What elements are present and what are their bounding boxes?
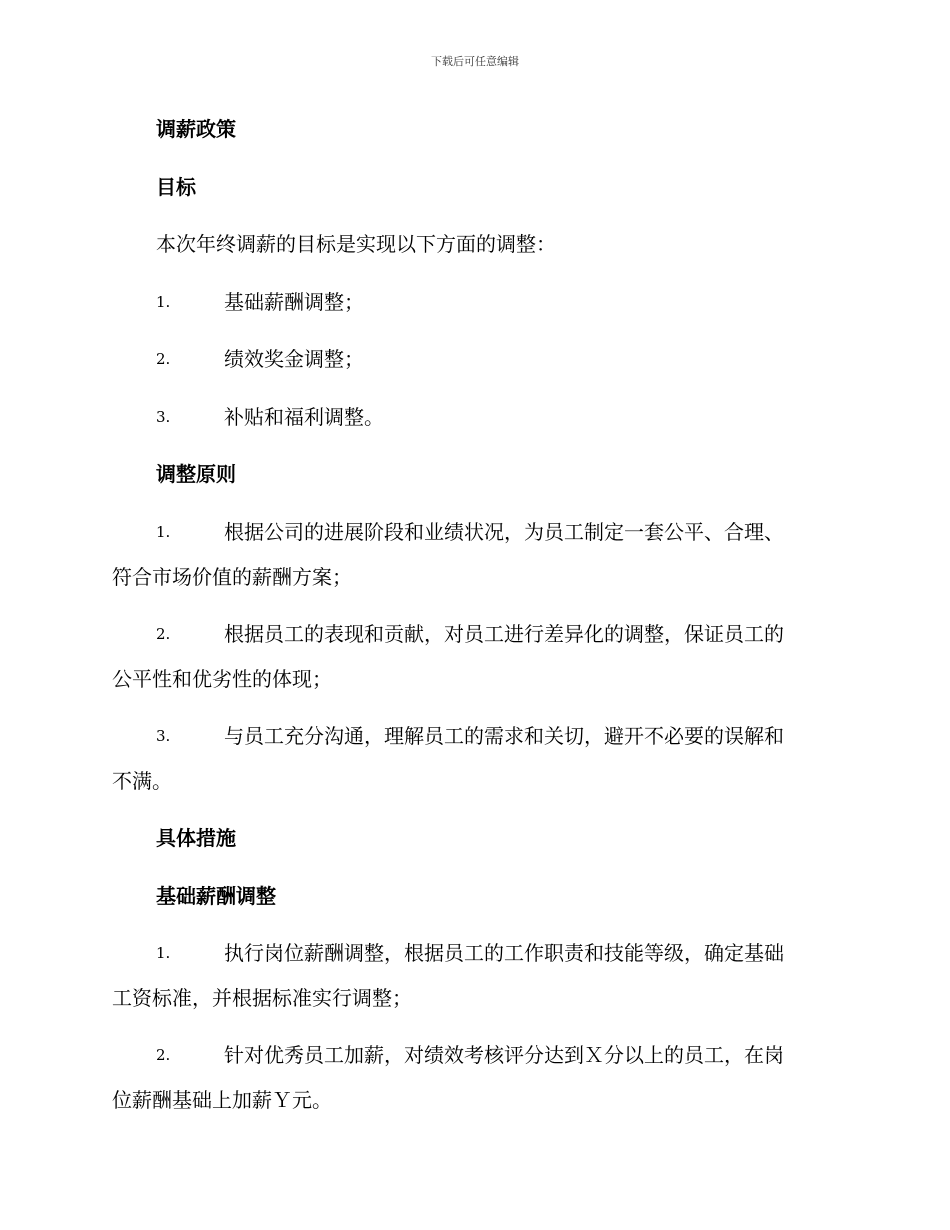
section-heading-goal: 目标 (156, 175, 196, 199)
list-item-continuation: 符合市场价值的薪酬方案； (112, 565, 352, 589)
list-item-text: 补贴和福利调整。 (224, 405, 384, 429)
list-item-number: 3. (156, 727, 171, 745)
list-item-number: 1. (156, 523, 171, 541)
list-item-text: 根据员工的表现和贡献，对员工进行差异化的调整，保证员工的 (224, 622, 784, 646)
list-item-text: 基础薪酬调整； (224, 290, 364, 314)
list-item-text: 针对优秀员工加薪，对绩效考核评分达到Ｘ分以上的员工，在岗 (224, 1043, 784, 1067)
list-item-number: 1. (156, 293, 171, 311)
list-item-number: 3. (156, 408, 171, 426)
list-item-continuation: 位薪酬基础上加薪Ｙ元。 (112, 1088, 332, 1112)
list-item-continuation: 公平性和优劣性的体现； (112, 667, 332, 691)
list-item-text: 与员工充分沟通，理解员工的需求和关切，避开不必要的误解和 (224, 724, 784, 748)
list-item-number: 2. (156, 625, 171, 643)
section-heading-principles: 调整原则 (156, 462, 236, 486)
list-item-text: 根据公司的进展阶段和业绩状况，为员工制定一套公平、合理、 (224, 520, 784, 544)
page-header-note: 下载后可任意编辑 (431, 55, 519, 68)
list-item-text: 执行岗位薪酬调整，根据员工的工作职责和技能等级，确定基础 (224, 941, 784, 965)
document-title: 调薪政策 (156, 117, 236, 141)
list-item-number: 2. (156, 1046, 171, 1064)
list-item-continuation: 不满。 (112, 769, 172, 793)
section-heading-measures: 具体措施 (156, 826, 236, 850)
list-item-number: 2. (156, 350, 171, 368)
list-item-number: 1. (156, 944, 171, 962)
list-item-text: 绩效奖金调整； (224, 347, 364, 371)
list-item-continuation: 工资标准，并根据标准实行调整； (112, 986, 412, 1010)
goal-intro-paragraph: 本次年终调薪的目标是实现以下方面的调整： (156, 232, 556, 256)
subsection-heading-base-salary: 基础薪酬调整 (156, 884, 276, 908)
